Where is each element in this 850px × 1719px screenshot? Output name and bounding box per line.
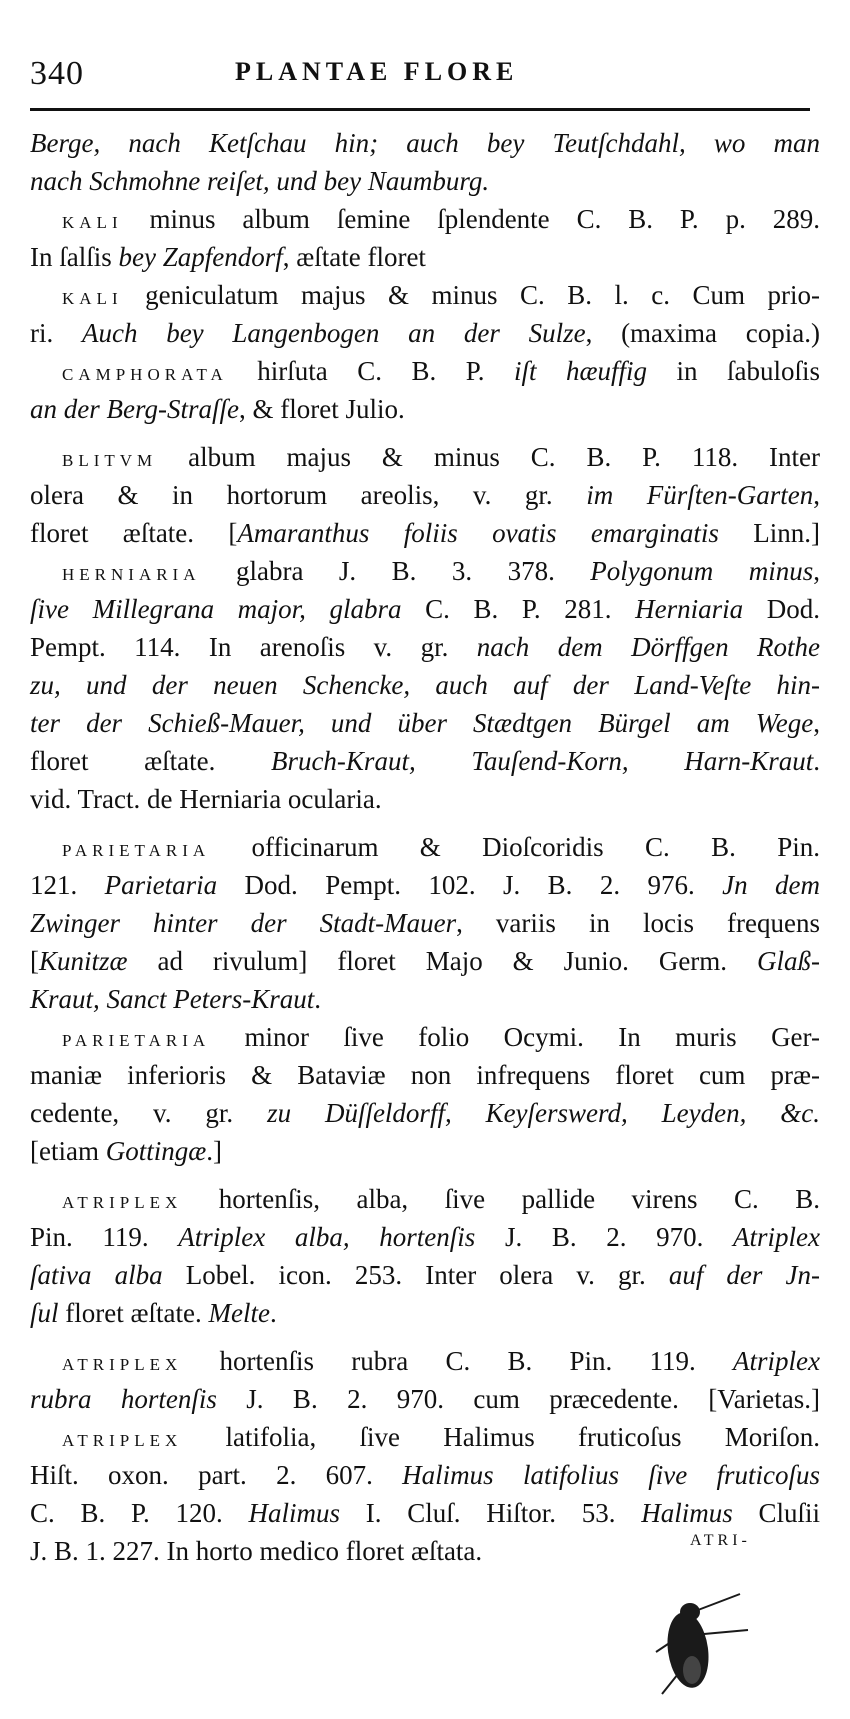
roman-text: vid. Tract. de Herniaria ocularia. [30, 784, 382, 814]
roman-text: , [813, 480, 820, 510]
roman-text: J. B. 2. 970. cum præcedente. [Varietas.] [216, 1384, 820, 1414]
roman-text: hirſuta C. B. P. [227, 356, 514, 386]
italic-text: Auch bey Langenbogen an der Sulze [81, 318, 586, 348]
text-line [30, 780, 820, 818]
italic-text: zu, und der neuen Schencke, auch auf der Land-Veſte hin- [30, 670, 820, 700]
text-line [30, 1132, 820, 1170]
page-number: 340 [30, 55, 84, 92]
plant-genus-name: PARIETARIA [62, 841, 211, 860]
roman-text: .] [206, 1136, 222, 1166]
plant-genus-name: ATRIPLEX [62, 1431, 183, 1450]
roman-text: latifolia, ſive Halimus fruticoſus Moriſon. [182, 1422, 820, 1452]
italic-text: ſive Millegrana major, glabra [30, 594, 402, 624]
italic-text: Atriplex [733, 1346, 820, 1376]
text-body [30, 124, 820, 1570]
text-line [30, 438, 820, 476]
text-line [30, 704, 820, 742]
roman-text: Hiſt. oxon. part. 2. 607. [30, 1460, 403, 1490]
roman-text: Pempt. 114. In arenoſis v. gr. [30, 632, 477, 662]
roman-text: Linn.] [718, 518, 820, 548]
text-line [30, 162, 820, 200]
header-rule [30, 108, 810, 111]
roman-text: Cluſii [732, 1498, 820, 1528]
roman-text: Dod. [743, 594, 821, 624]
text-line [30, 552, 820, 590]
roman-text: officinarum & Dioſcoridis C. B. Pin. [210, 832, 820, 862]
roman-text: , æſtate floret [282, 242, 426, 272]
text-line [30, 742, 820, 780]
text-line [30, 238, 820, 276]
plant-genus-name: BLITVM [62, 451, 158, 470]
italic-text: Halimus [248, 1498, 341, 1528]
text-line [30, 1018, 820, 1056]
roman-text: . [314, 984, 321, 1014]
italic-text: zu Düſſeldorff, Keyſerswerd, Leyden, &c. [267, 1098, 820, 1128]
italic-text: Berge, nach Ketſchau hin; auch bey Teutſchdahl, wo man [30, 128, 820, 158]
italic-text: Parietaria [104, 870, 218, 900]
italic-text: Glaß- [757, 946, 820, 976]
roman-text: , & floret Julio. [238, 394, 405, 424]
catchword: ATRI- [690, 1532, 751, 1549]
roman-text: hortenſis, alba, ſive pallide virens C. B. [182, 1184, 820, 1214]
roman-text: geniculatum majus & minus C. B. l. c. Cum prio- [122, 280, 820, 310]
text-line [30, 352, 820, 390]
plant-genus-name: KALI [62, 289, 123, 308]
plant-genus-name: KALI [62, 213, 123, 232]
roman-text: J. B. 2. 970. [475, 1222, 734, 1252]
roman-text: [ [30, 946, 39, 976]
roman-text: floret æſtate. [58, 1298, 209, 1328]
insect-stain-icon [648, 1590, 758, 1700]
plant-genus-name: ATRIPLEX [62, 1193, 183, 1212]
italic-text: iſt hæuffig [514, 356, 648, 386]
italic-text: Polygonum minus [590, 556, 814, 586]
text-line [30, 1180, 820, 1218]
italic-text: nach Schmohne reiſet, und bey Naumburg. [30, 166, 490, 196]
roman-text: , (maxima copia.) [585, 318, 820, 348]
italic-text: Halimus [641, 1498, 733, 1528]
roman-text: maniæ inferioris & Bataviæ non infrequens floret cum præ- [30, 1060, 820, 1090]
roman-text: 121. [30, 870, 105, 900]
italic-text: Melte [208, 1298, 270, 1328]
text-line [30, 828, 820, 866]
italic-text: an der Berg-Straſſe [30, 394, 239, 424]
text-line [30, 276, 820, 314]
italic-text: Kraut, Sanct Peters-Kraut [30, 984, 315, 1014]
page-header [30, 55, 810, 107]
roman-text: , variis in locis frequens [456, 908, 820, 938]
text-line [30, 514, 820, 552]
text-line [30, 590, 820, 628]
italic-text: Atriplex alba, hortenſis [178, 1222, 476, 1252]
italic-text: rubra hortenſis [30, 1384, 217, 1414]
roman-text: olera & in hortorum areolis, v. gr. [30, 480, 587, 510]
running-title: PLANTAE FLORE [235, 57, 519, 86]
italic-text: nach dem Dörffgen Rothe [476, 632, 820, 662]
italic-text: Jn dem [722, 870, 820, 900]
roman-text: J. B. 1. 227. In horto medico floret æſtata. [30, 1536, 483, 1566]
italic-text: Bruch-Kraut, Tauſend-Korn, Harn-Kraut [270, 746, 814, 776]
plant-genus-name: PARIETARIA [62, 1031, 211, 1050]
italic-text: bey Zapfendorf [118, 242, 283, 272]
roman-text: hortenſis rubra C. B. Pin. 119. [182, 1346, 734, 1376]
roman-text: I. Cluſ. Hiſtor. 53. [340, 1498, 642, 1528]
italic-text: ſativa alba [30, 1260, 163, 1290]
roman-text: [etiam [30, 1136, 106, 1166]
text-line [30, 1494, 820, 1532]
text-line [30, 314, 820, 352]
roman-text: . [269, 1298, 277, 1328]
text-line [30, 200, 820, 238]
italic-text: im Fürſten-Garten [586, 480, 814, 510]
italic-text: Kunitzæ [39, 946, 128, 976]
roman-text: minor ſive folio Ocymi. In muris Ger- [210, 1022, 820, 1052]
roman-text: ad rivulum] floret Majo & Junio. Germ. [127, 946, 757, 976]
roman-text: C. B. P. 281. [401, 594, 636, 624]
text-line [30, 476, 820, 514]
text-line [30, 390, 820, 428]
text-line [30, 866, 820, 904]
roman-text: cedente, v. gr. [30, 1098, 268, 1128]
italic-text: Halimus latifolius ſive fruticoſus [402, 1460, 821, 1490]
roman-text: floret æſtate. [30, 746, 271, 776]
italic-text: auf der Jn- [668, 1260, 821, 1290]
text-line [30, 124, 820, 162]
roman-text: album majus & minus C. B. P. 118. Inter [157, 442, 820, 472]
text-line [30, 628, 820, 666]
plant-genus-name: CAMPHORATA [62, 365, 228, 384]
italic-text: ter der Schieß-Mauer, und über Stædtgen Bürgel am Wege [30, 708, 814, 738]
text-line [30, 980, 820, 1018]
roman-text: Pin. 119. [30, 1222, 179, 1252]
plant-genus-name: HERNIARIA [62, 565, 201, 584]
roman-text: Dod. Pempt. 102. J. B. 2. 976. [217, 870, 723, 900]
roman-text: floret æſtate. [ [30, 518, 238, 548]
plant-genus-name: ATRIPLEX [62, 1355, 183, 1374]
italic-text: Zwinger hinter der Stadt-Mauer [30, 908, 457, 938]
text-line [30, 1418, 820, 1456]
text-line [30, 1094, 820, 1132]
roman-text: glabra J. B. 3. 378. [200, 556, 591, 586]
italic-text: ſul [30, 1298, 59, 1328]
roman-text: , [813, 708, 820, 738]
roman-text: . [813, 746, 820, 776]
roman-text: C. B. P. 120. [30, 1498, 249, 1528]
text-line [30, 666, 820, 704]
text-line [30, 1218, 820, 1256]
text-line [30, 1256, 820, 1294]
roman-text: ri. [30, 318, 82, 348]
italic-text: Atriplex [733, 1222, 820, 1252]
text-line [30, 1456, 820, 1494]
roman-text: minus album ſemine ſplendente C. B. P. p. 289. [122, 204, 820, 234]
text-line [30, 1342, 820, 1380]
roman-text: in ſabuloſis [647, 356, 820, 386]
italic-text: Gottingæ [105, 1136, 207, 1166]
text-line [30, 1056, 820, 1094]
roman-text: In ſalſis [30, 242, 119, 272]
text-line [30, 1294, 820, 1332]
roman-text: Lobel. icon. 253. Inter olera v. gr. [162, 1260, 669, 1290]
text-line [30, 1380, 820, 1418]
text-line [30, 942, 820, 980]
italic-text: Amaranthus foliis ovatis emarginatis [237, 518, 719, 548]
text-line [30, 904, 820, 942]
italic-text: Herniaria [635, 594, 744, 624]
roman-text: , [813, 556, 820, 586]
